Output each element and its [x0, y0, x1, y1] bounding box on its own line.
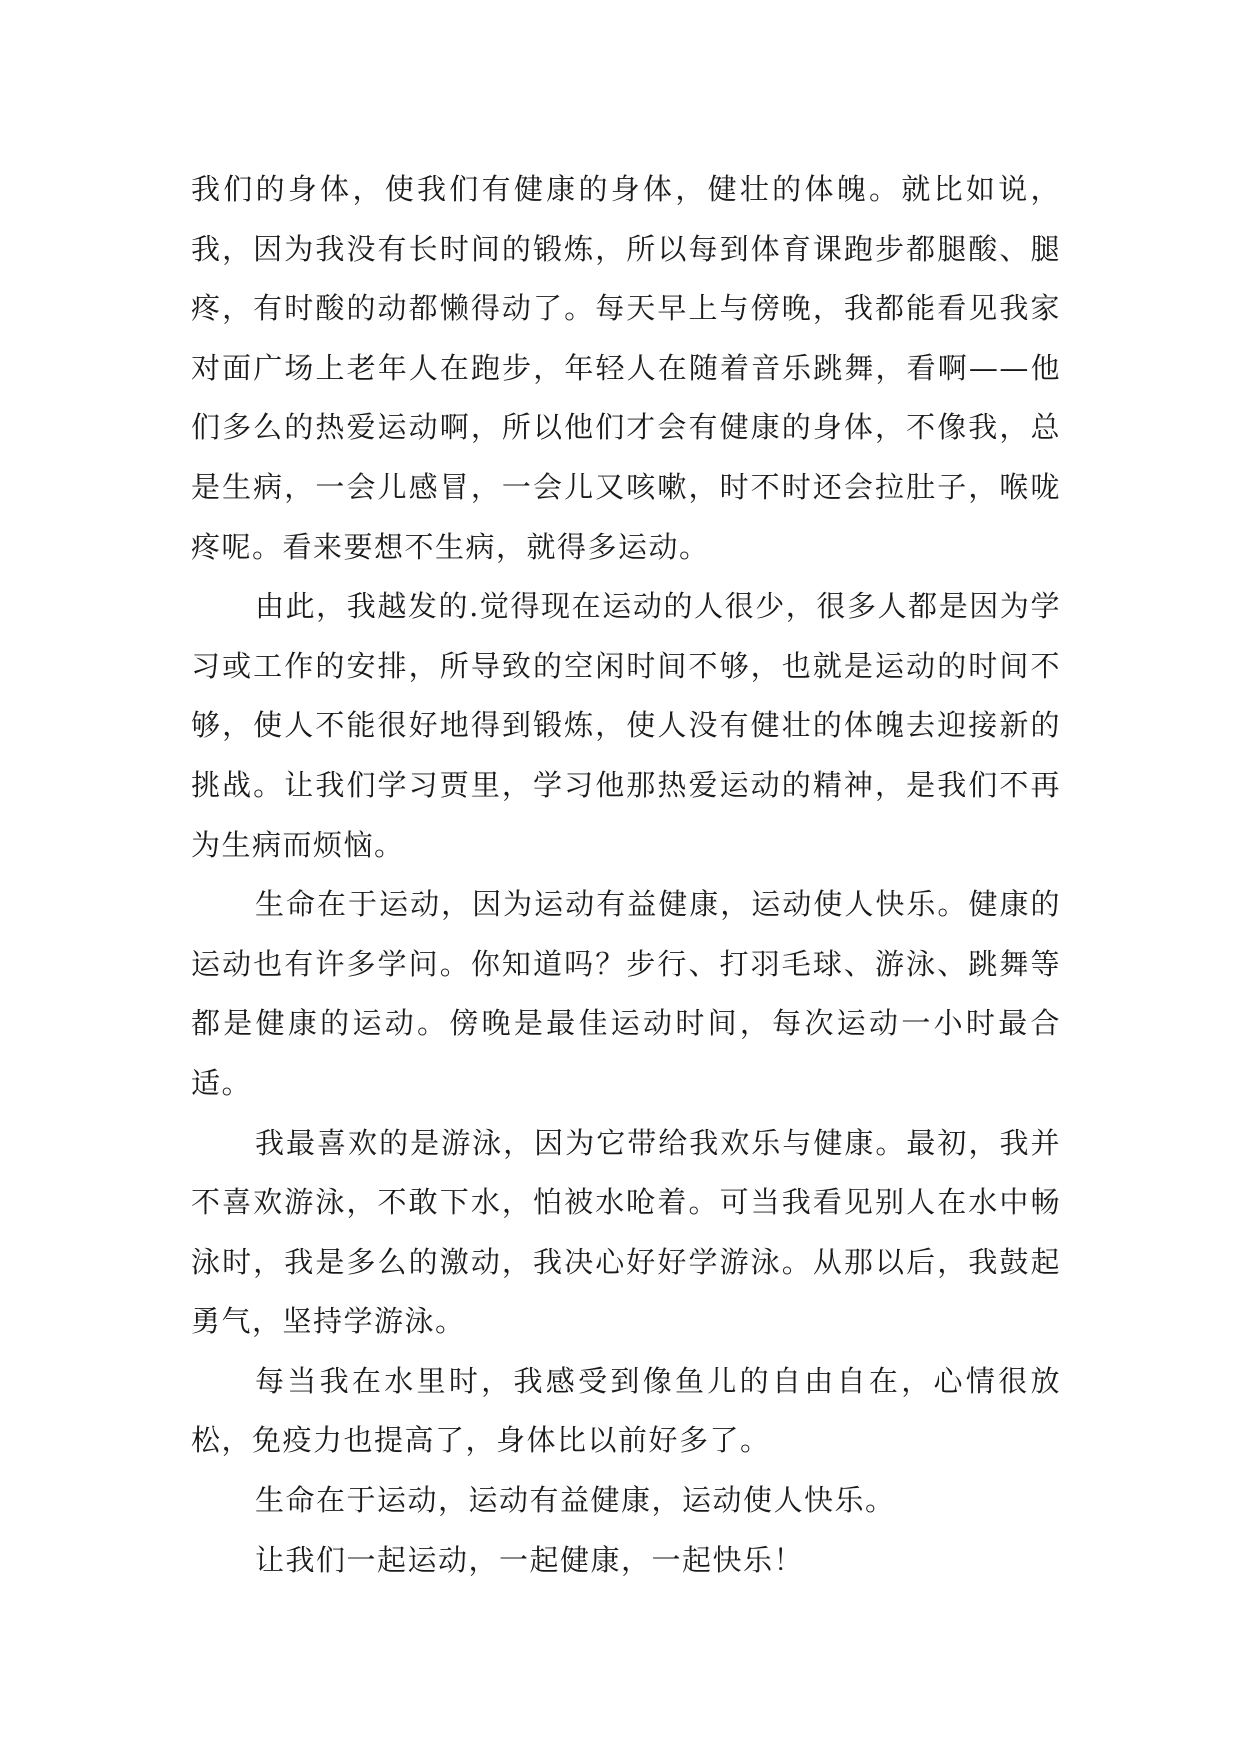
- paragraph-3: 生命在于运动，因为运动有益健康，运动使人快乐。健康的运动也有许多学问。你知道吗？步行、打羽毛球、游泳、跳舞等都是健康的运动。傍晚是最佳运动时间，每次运动一小时最合适。: [191, 887, 1061, 1100]
- paragraph-2: 由此，我越发的.觉得现在运动的人很少，很多人都是因为学习或工作的安排，所导致的空闲时间不够，也就是运动的时间不够，使人不能很好地得到锻炼，使人没有健壮的体魄去迎接新的挑战。让我们学习贾里，学习他那热爱运动的精神，是我们不再为生病而烦恼。: [191, 589, 1061, 862]
- paragraph-5: 每当我在水里时，我感受到像鱼儿的自由自在，心情很放松，免疫力也提高了，身体比以前好多了。: [191, 1363, 1061, 1458]
- paragraph-6: 生命在于运动，运动有益健康，运动使人快乐。: [255, 1483, 896, 1518]
- paragraph-4: 我最喜欢的是游泳，因为它带给我欢乐与健康。最初，我并不喜欢游泳，不敢下水，怕被水呛着。可当我看见别人在水中畅泳时，我是多么的激动，我决心好好学游泳。从那以后，我鼓起勇气，坚持学游泳。: [191, 1125, 1061, 1339]
- paragraph-7: 让我们一起运动，一起健康，一起快乐！: [255, 1542, 805, 1577]
- paragraph-1: 我们的身体，使我们有健康的身体，健壮的体魄。就比如说，我，因为我没有长时间的锻炼，所以每到体育课跑步都腿酸、腿疼，有时酸的动都懒得动了。每天早上与傍晚，我都能看见我家对面广场上老年人在跑步，年轻人在随着音乐跳舞，看啊——他们多么的热爱运动啊，所以他们才会有健康的身体，不像我，总是生病，一会儿感冒，一会儿又咳嗽，时不时还会拉肚子，喉咙疼呢。看来要想不生病，就得多运动。: [191, 172, 1061, 564]
- essay-body: [191, 160, 1061, 1590]
